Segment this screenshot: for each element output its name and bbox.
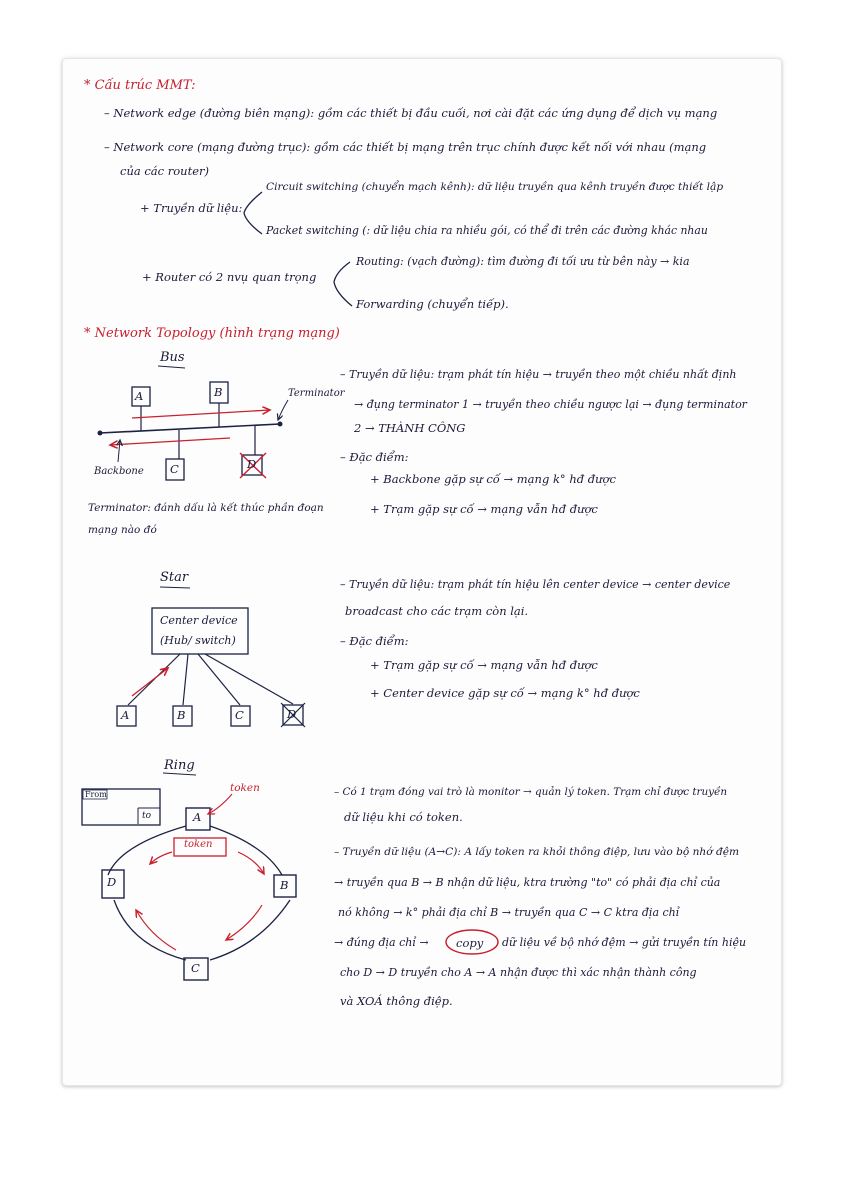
backbone-label: Backbone — [94, 466, 144, 477]
bus-desc-6: + Trạm gặp sự cố → mạng vẫn hđ được — [370, 502, 598, 516]
network-edge-line: – Network edge (đường biên mạng): gồm các thiết bị đầu cuối, nơi cài đặt các ứng dụng để dịch vụ mạng — [104, 106, 718, 120]
star-desc-1: – Truyền dữ liệu: trạm phát tín hiệu lên center device → center device — [340, 578, 731, 591]
ring-token-box-label: token — [184, 839, 213, 850]
terminator-label: Terminator — [288, 388, 345, 399]
ring-desc-2: dữ liệu khi có token. — [344, 810, 463, 824]
heading-network-structure: * Cấu trúc MMT: — [84, 78, 196, 93]
bus-desc-4: – Đặc điểm: — [340, 450, 409, 464]
routing-line: Routing: (vạch đường): tìm đường đi tối ưu từ bên này → kia — [356, 255, 690, 268]
terminator-note-2: mạng nào đó — [88, 524, 157, 536]
ring-desc-6c: dữ liệu về bộ nhớ đệm → gửi truyền tín hiệu — [502, 936, 747, 949]
star-label-a: A — [121, 708, 130, 722]
data-transfer-label: + Truyền dữ liệu: — [140, 201, 243, 215]
brace-transfer — [244, 192, 262, 234]
ring-label-a: A — [193, 810, 202, 824]
star-label-b: B — [177, 708, 186, 722]
star-desc-2: broadcast cho các trạm còn lại. — [345, 604, 529, 618]
star-center-label: Center device — [160, 614, 238, 627]
brace-router — [334, 262, 352, 306]
ring-desc-4: → truyền qua B → B nhận dữ liệu, ktra trường "to" có phải địa chỉ của — [334, 876, 721, 889]
star-title: Star — [160, 570, 189, 585]
forwarding-line: Forwarding (chuyển tiếp). — [356, 297, 509, 311]
ring-title: Ring — [164, 758, 195, 773]
star-desc-5: + Center device gặp sự cố → mạng k° hđ được — [370, 686, 640, 700]
bus-desc-3: 2 → THÀNH CÔNG — [354, 421, 466, 435]
ring-label-c: C — [191, 961, 200, 975]
ring-token-label: token — [230, 782, 260, 794]
network-core-line-2: của các router) — [120, 164, 209, 178]
ring-to-field: to — [142, 811, 152, 821]
star-desc-4: + Trạm gặp sự cố → mạng vẫn hđ được — [370, 658, 598, 672]
ring-copy-word: copy — [456, 936, 484, 950]
ring-from-field: From — [85, 790, 107, 799]
bus-desc-2: → đụng terminator 1 → truyền theo chiều ngược lại → đụng terminator — [354, 398, 747, 411]
star-label-d: D — [287, 707, 297, 721]
router-tasks-label: + Router có 2 nvụ quan trọng — [142, 270, 317, 284]
star-desc-3: – Đặc điểm: — [340, 634, 409, 648]
bus-label-a: A — [135, 389, 144, 403]
network-core-line: – Network core (mạng đường trục): gồm các thiết bị mạng trên trục chính được kết nối với nhau (mạng — [104, 140, 707, 154]
terminator-note: Terminator: đánh dấu là kết thúc phần đoạn — [88, 502, 324, 514]
bus-desc-1: – Truyền dữ liệu: trạm phát tín hiệu → truyền theo một chiều nhất định — [340, 368, 737, 381]
ring-desc-3: – Truyền dữ liệu (A→C): A lấy token ra khỏi thông điệp, lưu vào bộ nhớ đệm — [334, 846, 740, 858]
heading-network-topology: * Network Topology (hình trạng mạng) — [84, 326, 340, 341]
ring-desc-6a: → đúng địa chỉ → — [334, 936, 429, 949]
star-center-label-2: (Hub/ switch) — [160, 634, 236, 647]
ring-label-b: B — [280, 878, 289, 892]
ring-desc-7: cho D → D truyền cho A → A nhận được thì xác nhận thành công — [340, 966, 697, 979]
star-label-c: C — [235, 708, 244, 722]
bus-label-b: B — [214, 385, 223, 399]
bus-title: Bus — [160, 350, 185, 365]
ring-label-d: D — [107, 875, 117, 889]
ring-desc-5: nó không → k° phải địa chỉ B → truyền qua C → C ktra địa chỉ — [338, 906, 680, 919]
bus-label-d: D — [247, 457, 257, 471]
bus-label-c: C — [170, 462, 179, 476]
bus-desc-5: + Backbone gặp sự cố → mạng k° hđ được — [370, 472, 616, 486]
circuit-switching-line: Circuit switching (chuyển mạch kênh): dữ liệu truyền qua kênh truyền được thiết lập — [266, 181, 724, 193]
ring-desc-8: và XOÁ thông điệp. — [340, 994, 453, 1008]
ring-desc-1: – Có 1 trạm đóng vai trò là monitor → quản lý token. Trạm chỉ được truyền — [334, 786, 728, 798]
packet-switching-line: Packet switching (: dữ liệu chia ra nhiều gói, có thể đi trên các đường khác nhau — [266, 224, 708, 237]
